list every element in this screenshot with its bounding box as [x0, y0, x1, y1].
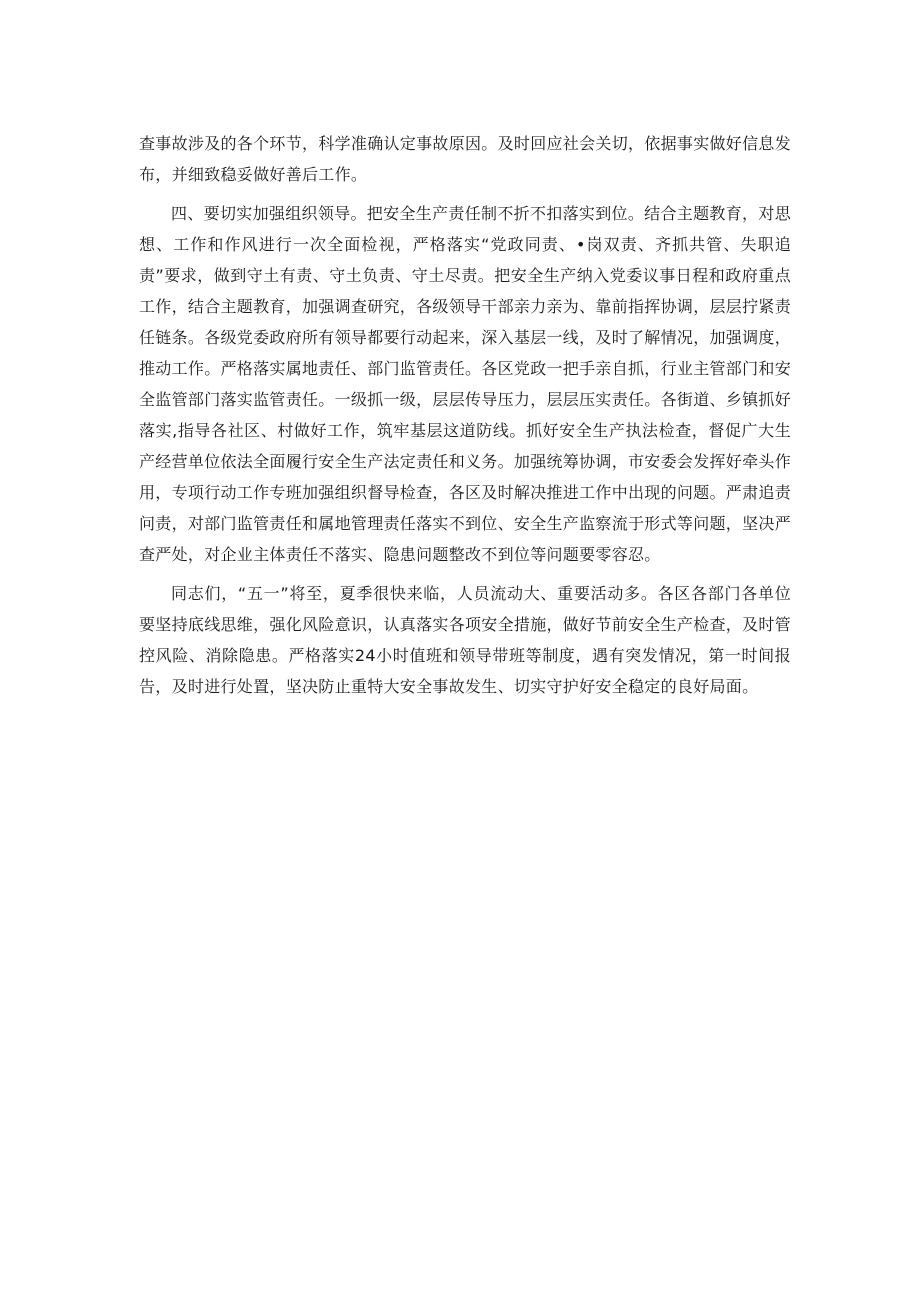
paragraph-closing: 同志们，“五一”将至，夏季很快来临，人员流动大、重要活动多。各区各部门各单位要坚持底线思维，强化风险意识，认真落实各项安全措施，做好节前安全生产检查，及时管控风险、消除隐患。严格落实24小时值班和领导带班等制度，遇有突发情况，第一时间报告，及时进行处置，坚决防止重特大安全事故发生、切实守护好安全稳定的良好局面。 [139, 584, 792, 696]
paragraph-continuation: 查事故涉及的各个环节，科学准确认定事故原因。及时回应社会关切，依据事实做好信息发布，并细致稳妥做好善后工作。 [139, 134, 792, 184]
document-body [139, 128, 791, 710]
paragraph-section-four: 四、要切实加强组织领导。把安全生产责任制不折不扣落实到位。结合主题教育，对思想、工作和作风进行一次全面检视，严格落实“党政同责、•岗双责、齐抓共管、失职追责”要求，做到守土有责、守土负责、守土尽责。把安全生产纳入党委议事日程和政府重点工作，结合主题教育，加强调查研究，各级领导干部亲力亲为、靠前指挥协调，层层拧紧责任链条。各级党委政府所有领导都要行动起来，深入基层一线，及时了解情况，加强调度，推动工作。严格落实属地责任、部门监管责任。各区党政一把手亲自抓，行业主管部门和安全监管部门落实监管责任。一级抓一级，层层传导压力，层层压实责任。各街道、乡镇抓好落实,指导各社区、村做好工作，筑牢基层这道防线。抓好安全生产执法检查，督促广大生产经营单位依法全面履行安全生产法定责任和义务。加强统筹协调，市安委会发挥好牵头作用，专项行动工作专班加强组织督导检查，各区及时解决推进工作中出现的问题。严肃追责问责，对部门监管责任和属地管理责任落实不到位、安全生产监察流于形式等问题，坚决严查严处，对企业主体责任不落实、隐患问题整改不到位等问题要零容忍。 [139, 204, 792, 564]
